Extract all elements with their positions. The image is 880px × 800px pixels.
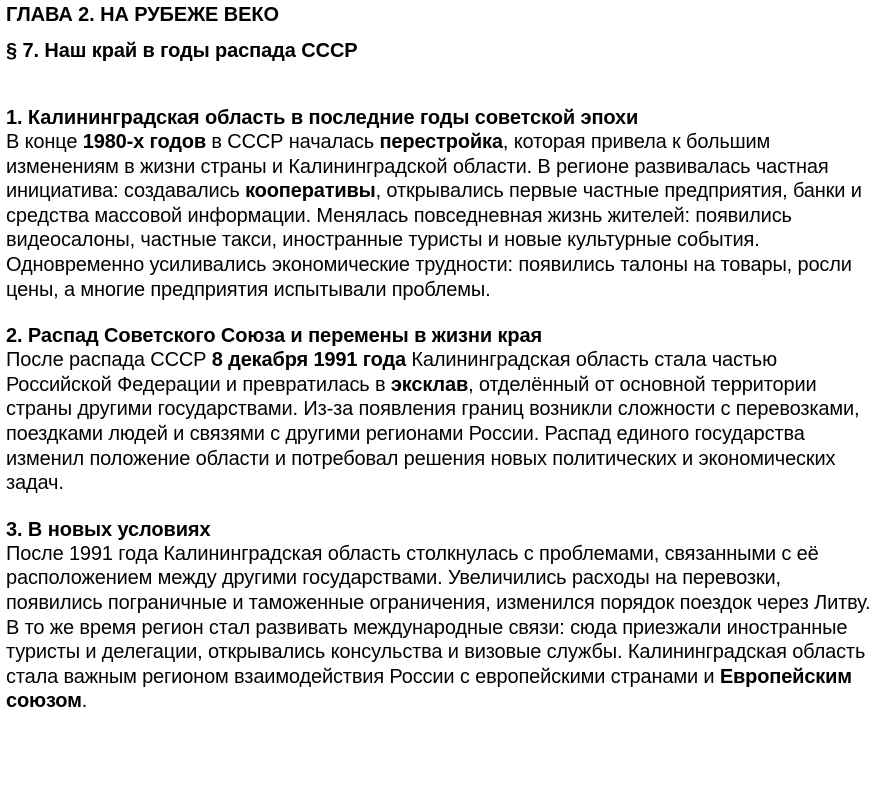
section-text (6, 130, 872, 302)
bold-term: перестройка (379, 131, 503, 153)
section-1 (6, 106, 872, 302)
section-text (6, 542, 872, 714)
bold-term: 1980-х годов (82, 131, 207, 153)
section-3 (6, 518, 872, 714)
bold-term: эксклав (390, 373, 469, 396)
bold-term: 8 декабря 1991 года (211, 349, 406, 372)
section-2 (6, 324, 872, 496)
text-run: Калининградская область стала частью Российской Федерации и превратилась в (6, 349, 777, 396)
section-heading: 3. В новых условиях (6, 518, 211, 541)
section-heading: 2. Распад Советского Союза и перемены в жизни края (6, 325, 543, 348)
text-run: в СССР началась (206, 131, 380, 153)
text-run: , которая привела к большим изменениям в жизни страны и Калининградской области. В регионе развивалась частная инициатива: создавались (6, 131, 829, 203)
text-run: В конце (6, 131, 83, 153)
text-run: , отделённый от основной территории страны другими государствами. Из-за появления границ возникли сложности с перевозками, поездками людей и связями с другими регионами России. Распад единого государства изменил положение области и потребовал решения новых политических и экономических задач. (6, 373, 860, 495)
text-run: . (81, 690, 88, 713)
text-run: После распада СССР (6, 349, 212, 372)
bold-term: кооперативы (245, 180, 376, 203)
section-heading: 1. Калининградская область в последние годы советской эпохи (6, 107, 639, 129)
text-run: , открывались первые частные предприятия, банки и средства массовой информации. Менялась повседневная жизнь жителей: появились видеосалоны, частные такси, иностранные туристы и новые культурные события. Одновременно усиливались экономические трудности: появились талоны на товары, росли цены, а многие предприятия испытывали проблемы. (6, 180, 862, 301)
paragraph-title: § 7. Наш край в годы распада СССР (6, 40, 358, 62)
bold-term: Европейским союзом (6, 665, 852, 713)
text-run: После 1991 года Калининградская область столкнулась с проблемами, связанными с её расположением между другими государствами. Увеличились расходы на перевозки, появились пограничные и таможенные ограничения, изменился порядок поездок через Литву. В то же время регион стал развивать международные связи: сюда приезжали иностранные туристы и делегации, открывались консульства и визовые службы. Калининградская область стала важным регионом взаимодействия России с европейскими странами и (6, 542, 871, 688)
section-text (6, 348, 872, 496)
chapter-title: ГЛАВА 2. НА РУБЕЖЕ ВЕКО (6, 4, 279, 26)
